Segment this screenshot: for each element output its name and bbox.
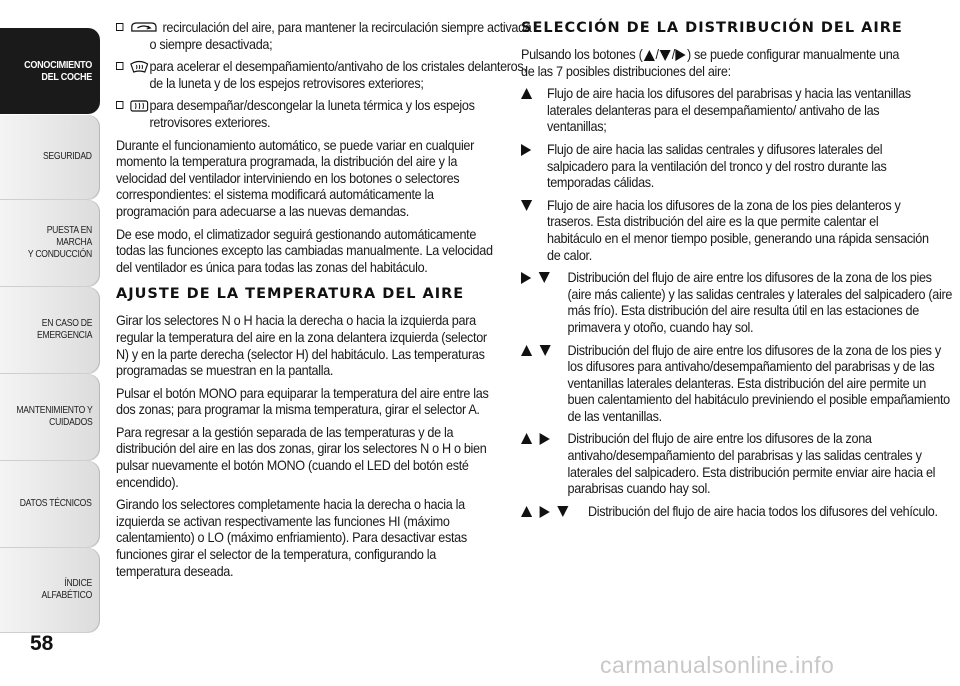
distribution-item [521, 343, 955, 426]
paragraph: De ese modo, el climatizador seguirá gestionando automáticamente todas las funciones excepto las cambiadas manualmente. La velocidad del ventilador es única para todas las zonas del habitáculo. [116, 226, 493, 275]
list-item [116, 20, 533, 53]
distribution-text: Distribución del flujo de aire entre los difusores de la zona de los pies (aire más caliente) y las salidas centrales y laterales del salpicadero (aire más frío). Esta distribución del aire resulta útil en las estaciones de primavera y otoño, cuando hay sol. [567, 270, 953, 335]
tab-label: ÍNDICE ALFABÉTICO [41, 578, 92, 601]
section-heading: AJUSTE DE LA TEMPERATURA DEL AIRE [116, 286, 465, 303]
arrow-group [521, 272, 550, 284]
arrow-group [521, 345, 551, 356]
tab-indice-alfabetico[interactable] [0, 548, 100, 632]
distribution-text: Flujo de aire hacia los difusores del parabrisas y hacia las ventanillas laterales delanteras para el desempañamiento/ antivaho de las ventanillas; [547, 86, 911, 135]
distribution-item [521, 142, 935, 192]
paragraph: Girando los selectores completamente hacia la derecha o hacia la izquierda se activan respectivamente las funciones HI (máximo calentamiento) o LO (máximo enfriamiento). Para desactivar estas funciones girar el selector de la temperatura, configurando la temperatura deseada. [116, 497, 467, 579]
bullet-text: recirculación del aire, para mantener la recirculación siempre activada o siempre desactivada; [149, 20, 532, 52]
list-item [116, 98, 533, 131]
arrow-up-icon [643, 50, 654, 61]
arrow-right-icon [540, 506, 550, 518]
tab-label: EN CASO DE EMERGENCIA [36, 318, 92, 341]
arrow-down-icon [557, 506, 568, 517]
intro-paragraph: Pulsando los botones ( / / ) se puede configurar manualmente una de las 7 posibles distribuciones del aire: [521, 47, 900, 79]
paragraph: Durante el funcionamiento automático, se puede variar en cualquier momento la temperatura programada, la distribución del aire y la velocidad del ventilador interviniendo en los botones o selectores correspondientes: el sistema modificará automáticamente la programación para adecuarse a las nuevas demandas. [116, 137, 475, 219]
checkbox-bullet-icon [116, 101, 123, 109]
arrow-group [521, 506, 568, 518]
tab-label: DATOS TÉCNICOS [20, 498, 92, 509]
tab-label: CONOCIMIENTO DEL COCHE [24, 59, 92, 83]
bullet-text: para acelerar el desempañamiento/antivaho de los cristales delanteros, de la luneta y de los espejos retrovisores exteriores; [149, 59, 527, 91]
distribution-text: Flujo de aire hacia los difusores de la zona de los pies delanteros y traseros. Esta distribución del aire es la que permite calentar el habitáculo en el menor tiempo posible, generando una rápida sensación de calor. [547, 197, 929, 263]
right-column [521, 20, 953, 526]
front-defrost-icon [129, 59, 149, 80]
bullet-text: para desempañar/descongelar la luneta térmica y los espejos retrovisores exteriores. [149, 98, 475, 130]
distribution-item [521, 431, 955, 497]
arrow-up-icon [521, 88, 532, 99]
distribution-text: Flujo de aire hacia las salidas centrales y difusores laterales del salpicadero para la ventilación del tronco y del rostro durante las temporadas cálidas. [547, 141, 887, 191]
tab-mantenimiento[interactable] [0, 374, 100, 460]
checkbox-bullet-icon [116, 23, 123, 31]
paragraph: Pulsar el botón MONO para equiparar la temperatura del aire entre las dos zonas; para programar la misma temperatura, girar el selector A. [116, 385, 489, 418]
left-column [116, 20, 532, 586]
tab-conocimiento-del-coche[interactable] [0, 28, 100, 114]
tab-label: SEGURIDAD [43, 151, 92, 162]
distribution-text: Distribución del flujo de aire entre los difusores de la zona de los pies y los difusores para antivaho/desempañamiento del parabrisas y de las ventanillas laterales delanteras. Esta distribución del aire permite un buen calentamiento del habitáculo previniendo el posible empañamiento de las ventanillas. [567, 342, 950, 424]
arrow-down-icon [521, 200, 532, 211]
tab-puesta-en-marcha[interactable] [0, 200, 100, 286]
tab-seguridad[interactable] [0, 115, 100, 199]
page-number: 58 [30, 632, 54, 655]
tab-datos-tecnicos[interactable] [0, 461, 100, 547]
arrow-down-icon [539, 272, 550, 283]
paragraph: Girar los selectores N o H hacia la derecha o hacia la izquierda para regular la temperatura del aire en la zona delantera izquierda (selector N) y en la parte derecha (selector H) del habitáculo. Las temperaturas programadas se muestran en la pantalla. [116, 313, 487, 379]
distribution-item [521, 198, 935, 264]
arrow-right-icon [521, 272, 531, 284]
tab-label: MANTENIMIENTO Y CUIDADOS [15, 405, 92, 428]
chapter-sidebar [0, 0, 100, 686]
distribution-item [521, 86, 935, 136]
rear-defrost-icon [129, 98, 149, 119]
arrow-group [521, 144, 531, 156]
arrow-group [521, 433, 550, 445]
distribution-list [521, 86, 953, 520]
arrow-up-icon [521, 345, 532, 356]
arrow-right-icon [521, 144, 531, 156]
distribution-item [521, 504, 960, 521]
section-heading: SELECCIÓN DE LA DISTRIBUCIÓN DEL AIRE [521, 20, 903, 36]
arrow-down-icon [540, 345, 551, 356]
recirculation-icon [129, 20, 159, 39]
arrow-right-icon [540, 433, 550, 445]
arrow-up-icon [521, 433, 532, 444]
arrow-up-icon [521, 506, 532, 517]
checkbox-bullet-icon [116, 62, 123, 70]
distribution-text: Distribución del flujo de aire hacia todos los difusores del vehículo. [587, 503, 938, 519]
intro-text: Pulsando los botones ( [521, 47, 643, 62]
tab-en-caso-de-emergencia[interactable] [0, 287, 100, 373]
list-item [116, 59, 533, 92]
arrow-right-icon [676, 49, 686, 61]
paragraph: Para regresar a la gestión separada de las temperaturas y de la distribución del aire en las dos zonas, girar los selectores N o H o bien pulsar nuevamente el botón MONO (cuando el LED del botón esté encendido). [116, 424, 487, 490]
arrow-down-icon [660, 50, 671, 61]
distribution-item [521, 270, 955, 336]
arrow-group [521, 88, 532, 99]
intro-text: ) se puede configurar manualmente una de las 7 posibles distribuciones del aire: [521, 47, 900, 79]
arrow-group [521, 200, 532, 211]
watermark: carmanualsonline.info [600, 652, 835, 678]
distribution-text: Distribución del flujo de aire entre los difusores de la zona antivaho/desempañamiento del parabrisas y las salidas centrales y laterales del salpicadero. Esta distribución permite enviar aire hacia el parabrisas cuando hay sol. [567, 431, 936, 497]
tab-label: PUESTA EN MARCHA Y CONDUCCIÓN [27, 225, 92, 260]
